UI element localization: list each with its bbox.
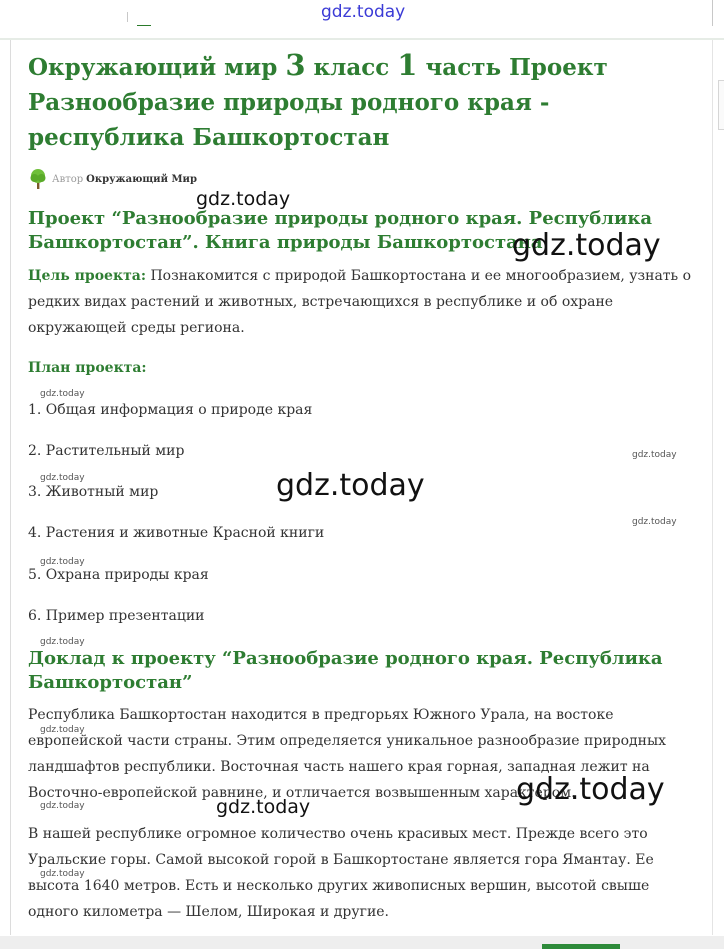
goal-label: Цель проекта:	[28, 268, 146, 284]
goal-text: Познакомится с природой Башкортостана и ее многообразием, узнать о редких видах растений и животных, встречающихся в республике и об охране окружающей среды региона.	[28, 268, 692, 336]
plan-item: 5. Охрана природы края	[28, 567, 209, 583]
watermark: gdz.today	[40, 473, 85, 483]
watermark: gdz.today	[276, 468, 425, 503]
divider	[127, 12, 128, 22]
title-text: Окружающий мир	[28, 54, 286, 81]
divider	[712, 0, 713, 26]
bottom-action-button[interactable]	[542, 944, 620, 949]
header-divider	[0, 38, 724, 40]
tree-icon	[28, 168, 48, 190]
watermark: gdz.today	[632, 450, 677, 460]
menu-dash-icon[interactable]	[137, 25, 151, 26]
project-goal	[28, 263, 692, 341]
plan-item: 4. Растения и животные Красной книги	[28, 525, 325, 541]
watermark: gdz.today	[40, 637, 85, 647]
title-part-number: 1	[397, 48, 418, 82]
content-border-right	[712, 40, 713, 935]
watermark: gdz.today	[512, 228, 661, 263]
author-name[interactable]: Окружающий Мир	[86, 173, 197, 185]
watermark: gdz.today	[40, 389, 85, 399]
page-title	[28, 48, 692, 155]
plan-title: План проекта:	[28, 360, 147, 376]
top-bar	[0, 0, 724, 38]
watermark: gdz.today	[40, 725, 85, 735]
title-text: часть Проект Разнообразие природы родного края - республика Башкортостан	[28, 54, 608, 151]
watermark: gdz.today	[40, 869, 85, 879]
author-info	[28, 168, 197, 190]
watermark: gdz.today	[516, 772, 665, 807]
title-grade: 3	[285, 48, 306, 82]
watermark: gdz.today	[216, 796, 311, 818]
section-heading: Доклад к проекту “Разнообразие родного края. Республика Башкортостан”	[28, 648, 663, 693]
plan-item: 6. Пример презентации	[28, 608, 205, 624]
sidebar-toggle[interactable]	[718, 80, 724, 130]
watermark: gdz.today	[40, 557, 85, 567]
plan-item: 3. Животный мир	[28, 484, 159, 500]
paragraph: Республика Башкортостан находится в предгорьях Южного Урала, на востоке европейской части страны. Этим определяется уникальное разнообразие природных ландшафтов республики. Восточная часть нашего края горная, западная лежит на Восточно-европейской равнине, и отличается возвышенным характером.	[28, 707, 667, 801]
site-logo[interactable]: gdz.today	[321, 2, 406, 22]
author-label: Автор	[52, 173, 84, 185]
section-heading: Проект “Разнообразие природы родного края. Республика Башкортостан”. Книга природы Башкортостана	[28, 208, 653, 253]
plan-item: 1. Общая информация о природе края	[28, 402, 313, 418]
paragraph: В нашей республике огромное количество очень красивых мест. Прежде всего это Уральские горы. Самой высокой горой в Башкортостане является гора Ямантау. Ее высота 1640 метров. Есть и несколько других живописных вершин, высотой свыше одного километра — Шелом, Широкая и другие.	[28, 826, 654, 920]
watermark: gdz.today	[632, 517, 677, 527]
watermark: gdz.today	[196, 188, 291, 210]
plan-item: 2. Растительный мир	[28, 443, 185, 459]
watermark: gdz.today	[40, 801, 85, 811]
title-text: класс	[305, 54, 398, 81]
content-border-left	[10, 40, 11, 935]
